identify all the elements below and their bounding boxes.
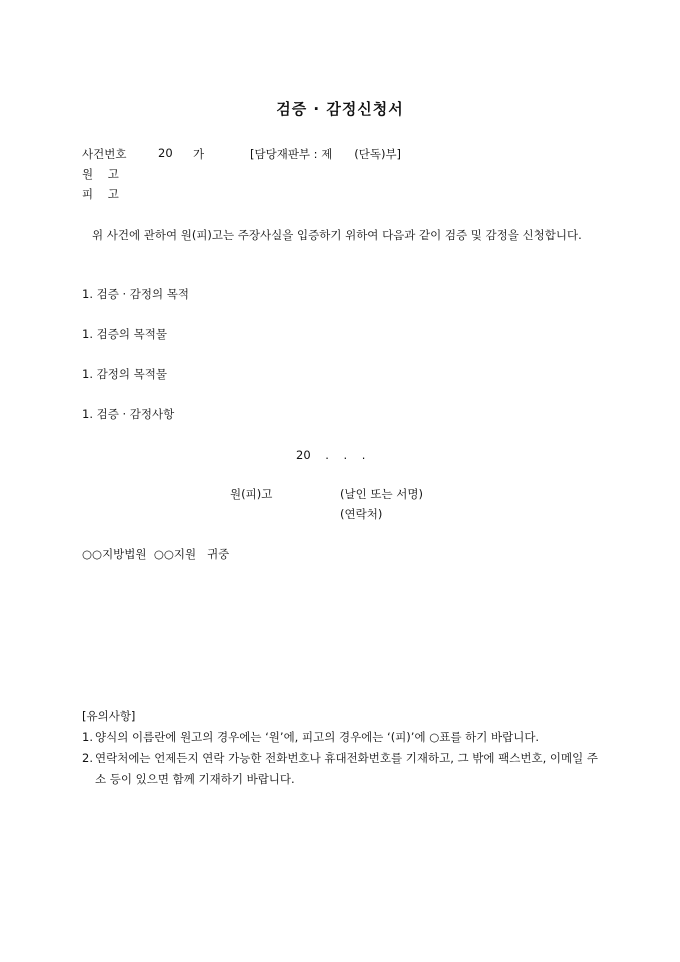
case-mark: 가	[193, 147, 205, 161]
notes-heading: [유의사항]	[82, 709, 136, 723]
defendant-label: 피 고	[82, 187, 119, 201]
note-number: 1.	[82, 730, 93, 744]
plaintiff-label: 원 고	[82, 167, 119, 181]
date-line: 20 . . .	[296, 448, 366, 462]
item-matters: 1. 검증 · 감정사항	[82, 407, 175, 421]
notes-section	[82, 706, 602, 790]
intro-paragraph: 위 사건에 관하여 원(피)고는 주장사실을 입증하기 위하여 다음과 같이 검증 및 감정을 신청합니다.	[92, 228, 582, 242]
note-text: 연락처에는 언제든지 연락 가능한 전화번호나 휴대전화번호를 기재하고, 그 밖에 팩스번호, 이메일 주소 등이 있으면 함께 기재하기 바랍니다.	[95, 751, 598, 786]
case-year: 20	[158, 146, 173, 160]
document-title: 검증 · 감정신청서	[276, 100, 404, 118]
note-item	[82, 727, 602, 748]
item-purpose: 1. 검증 · 감정의 목적	[82, 287, 190, 301]
court-addressee: ○○지방법원 ○○지원 귀중	[82, 547, 230, 561]
note-item	[82, 748, 602, 790]
signature-contact: (연락처)	[340, 507, 383, 521]
signature-seal: (날인 또는 서명)	[340, 487, 423, 501]
division-field: [담당재판부 : 제 (단독)부]	[250, 147, 402, 161]
note-text: 양식의 이름란에 원고의 경우에는 ‘원’에, 피고의 경우에는 ‘(피)’에 ○표를 하기 바랍니다.	[95, 730, 540, 744]
case-number-label: 사건번호	[82, 147, 127, 161]
item-appraisal-object: 1. 감정의 목적물	[82, 367, 167, 381]
note-number: 2.	[82, 751, 93, 765]
item-inspection-object: 1. 검증의 목적물	[82, 327, 167, 341]
signature-party: 원(피)고	[230, 487, 273, 501]
